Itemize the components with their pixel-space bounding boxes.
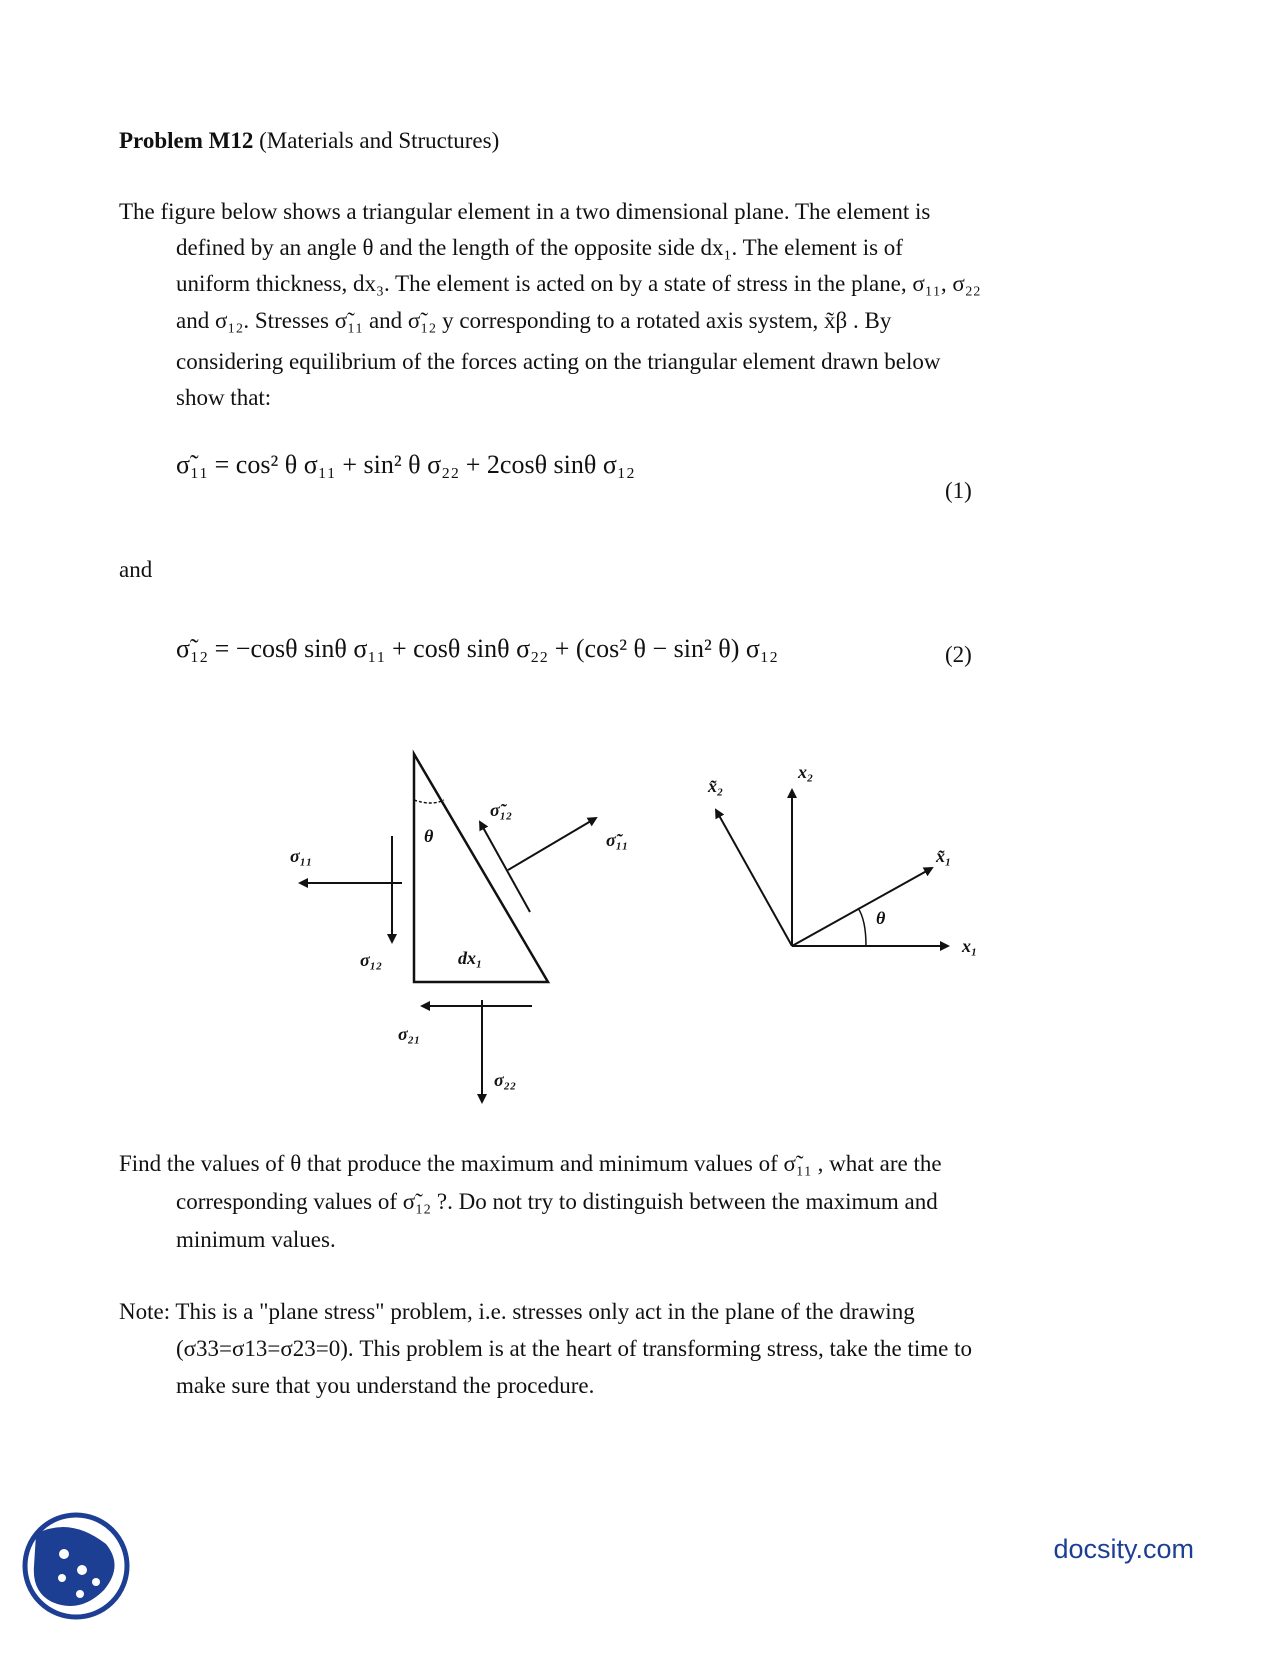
note-line-2: (σ33=σ13=σ23=0). This problem is at the heart of transforming stress, take the time to	[176, 1336, 972, 1361]
equation-2: σ̃₁₂ = −cosθ sinθ σ₁₁ + cosθ sinθ σ₂₂ + (cos² θ − sin² θ) σ₁₂	[176, 634, 779, 663]
equation-1-number: (1)	[945, 478, 972, 503]
docsity-logo-icon[interactable]	[20, 1510, 132, 1622]
label-x2: x₂	[798, 762, 814, 782]
equation-1: σ̃₁₁ = cos² θ σ₁₁ + sin² θ σ₂₂ + 2cosθ sinθ σ₁₂	[176, 450, 635, 479]
intro-line-6: show that:	[176, 385, 272, 410]
label-sigma22: σ₂₂	[494, 1070, 517, 1090]
sigma12-tilde-arrow	[480, 822, 530, 912]
note-line-3: make sure that you understand the procedure.	[176, 1373, 595, 1398]
label-sigma11-tilde: σ̃₁₁	[606, 830, 629, 850]
label-theta: θ	[424, 826, 434, 846]
label-sigma12-tilde: σ̃₁₂	[490, 800, 513, 820]
question-line-3: minimum values.	[176, 1227, 336, 1252]
intro-line-5: considering equilibrium of the forces acting on the triangular element drawn below	[176, 349, 941, 374]
intro-line-1: The figure below shows a triangular element in a two dimensional plane. The element is	[119, 199, 931, 224]
problem-title-bold: Problem M12	[119, 128, 254, 153]
and-connector: and	[119, 557, 153, 582]
x1-tilde-axis	[792, 868, 932, 946]
note-line-1: Note: This is a "plane stress" problem, i.e. stresses only act in the plane of the drawing	[119, 1299, 915, 1324]
theta-arc	[414, 800, 444, 803]
question-line-1: Find the values of θ that produce the maximum and minimum values of σ̃₁₁ , what are the	[119, 1151, 942, 1176]
problem-title-rest: (Materials and Structures)	[259, 128, 500, 153]
label-dx1: dx₁	[458, 948, 483, 968]
intro-line-3: uniform thickness, dx₃. The element is acted on by a state of stress in the plane, σ₁₁, σ₂₂	[176, 271, 981, 296]
label-x1-tilde: x̃₁	[936, 846, 952, 866]
label-sigma12-left: σ₁₂	[360, 950, 383, 970]
label-x2-tilde: x̃₂	[708, 776, 724, 796]
question-line-2: corresponding values of σ̃₁₂ ?. Do not try to distinguish between the maximum and	[176, 1189, 938, 1214]
theta-axes-arc	[858, 908, 866, 946]
label-sigma21: σ₂₁	[398, 1024, 421, 1044]
note-paragraph	[119, 1294, 1159, 1404]
x2-tilde-axis	[716, 810, 792, 946]
label-theta-axes: θ	[876, 908, 886, 928]
equation-2-number: (2)	[945, 642, 972, 667]
intro-line-2: defined by an angle θ and the length of the opposite side dx₁. The element is of	[176, 235, 903, 260]
label-x1: x₁	[962, 936, 978, 956]
docsity-brand[interactable]: docsity.com	[1053, 1534, 1194, 1564]
question-paragraph	[119, 1146, 1159, 1258]
sigma11-tilde-arrow	[508, 818, 596, 870]
intro-line-4: and σ₁₂. Stresses σ̃₁₁ and σ̃₁₂ y corresponding to a rotated axis system, x̃β . By	[176, 308, 892, 333]
label-sigma11-left: σ₁₁	[290, 846, 313, 866]
